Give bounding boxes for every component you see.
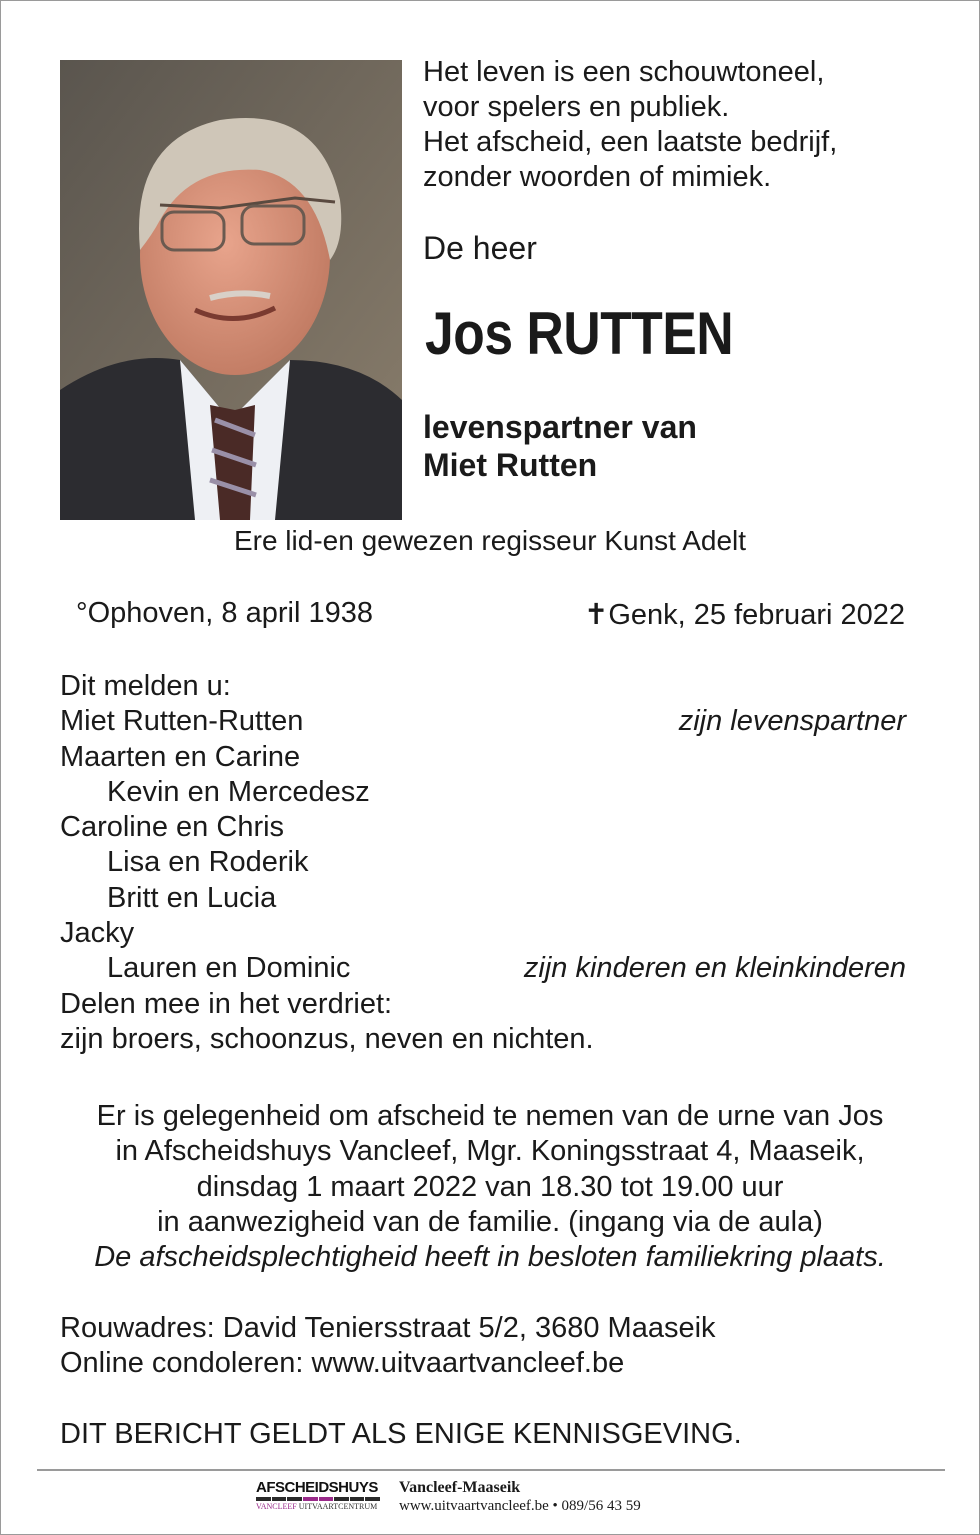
- family-list: [60, 669, 906, 1057]
- farewell-info: [1, 1099, 979, 1275]
- farewell-note: De afscheidsplechtigheid heeft in besloten familiekring plaats.: [94, 1241, 886, 1274]
- firm-details: www.uitvaartvancleef.be • 089/56 43 59: [399, 1498, 641, 1514]
- sharing-list-text: zijn broers, schoonzus, neven en nichten.: [60, 1022, 594, 1055]
- family-member: Maarten en Carine: [60, 740, 301, 773]
- deceased-name: Jos RUTTEN: [425, 300, 734, 367]
- farewell-line: Er is gelegenheid om afscheid te nemen van de urne van Jos: [96, 1100, 884, 1132]
- mourning-address: Rouwadres: David Teniersstraat 5/2, 3680 Maaseik: [60, 1312, 716, 1344]
- family-member: Jacky: [60, 917, 135, 950]
- partner-label: levenspartner van: [423, 409, 697, 445]
- family-row: [60, 951, 906, 986]
- family-role: zijn levenspartner: [678, 705, 906, 738]
- family-member: Kevin en Mercedesz: [107, 775, 370, 808]
- birth-info: °Ophoven, 8 april 1938: [76, 597, 373, 629]
- family-row: [60, 740, 906, 775]
- family-member: Lauren en Dominic: [107, 952, 351, 985]
- sharing-title: [60, 987, 906, 1022]
- family-intro: [60, 669, 906, 704]
- portrait-photo: [60, 60, 402, 520]
- funeral-home-info: [399, 1478, 641, 1516]
- logo-sub-center: UITVAARTCENTRUM: [298, 1502, 378, 1511]
- family-row: [60, 704, 906, 739]
- poem-line: Het afscheid, een laatste bedrijf,: [423, 126, 838, 158]
- poem-line: zonder woorden of mimiek.: [423, 161, 772, 193]
- family-member: Britt en Lucia: [107, 881, 277, 914]
- firm-name: Vancleef-Maaseik: [399, 1479, 521, 1496]
- family-intro-text: Dit melden u:: [60, 670, 231, 702]
- official-notice: DIT BERICHT GELDT ALS ENIGE KENNISGEVING.: [60, 1418, 742, 1450]
- online-condolence: Online condoleren: www.uitvaartvancleef.be: [60, 1347, 625, 1380]
- family-row: [60, 881, 906, 916]
- farewell-line: in Afscheidshuys Vancleef, Mgr. Koningsstraat 4, Maaseik,: [115, 1135, 865, 1168]
- funeral-home-logo: [256, 1479, 381, 1511]
- portrait-illustration: [60, 60, 402, 520]
- honor-line: Ere lid-en gewezen regisseur Kunst Adelt: [233, 525, 747, 556]
- partner-name: Miet Rutten: [423, 447, 598, 483]
- farewell-line: dinsdag 1 maart 2022 van 18.30 tot 19.00 uur: [196, 1170, 784, 1203]
- footer-divider: [37, 1469, 945, 1471]
- family-row: [60, 810, 906, 845]
- family-row: [60, 916, 906, 951]
- salutation: De heer: [423, 230, 537, 266]
- poem-line: voor spelers en publiek.: [423, 91, 730, 123]
- partner-info: [423, 408, 697, 484]
- family-row: [60, 845, 906, 880]
- family-member: Miet Rutten-Rutten: [60, 705, 304, 738]
- farewell-line: in aanwezigheid van de familie. (ingang via de aula): [157, 1205, 823, 1238]
- poem-line: Het leven is een schouwtoneel,: [423, 56, 825, 88]
- contact-info: [60, 1311, 716, 1382]
- sharing-list: [60, 1022, 906, 1057]
- sharing-title-text: Delen mee in het verdriet:: [60, 987, 393, 1020]
- family-member: Caroline en Chris: [60, 811, 285, 844]
- logo-name: AFSCHEIDSHUYS: [256, 1479, 378, 1496]
- logo-bars: [256, 1497, 381, 1501]
- family-member: Lisa en Roderik: [107, 846, 309, 879]
- death-info: ✝Genk, 25 februari 2022: [584, 599, 905, 631]
- logo-sub-vancleef: VANCLEEF: [256, 1502, 297, 1511]
- family-role: zijn kinderen en kleinkinderen: [523, 952, 906, 985]
- logo-subtitle: [256, 1502, 381, 1511]
- poem: [423, 55, 837, 195]
- family-row: [60, 775, 906, 810]
